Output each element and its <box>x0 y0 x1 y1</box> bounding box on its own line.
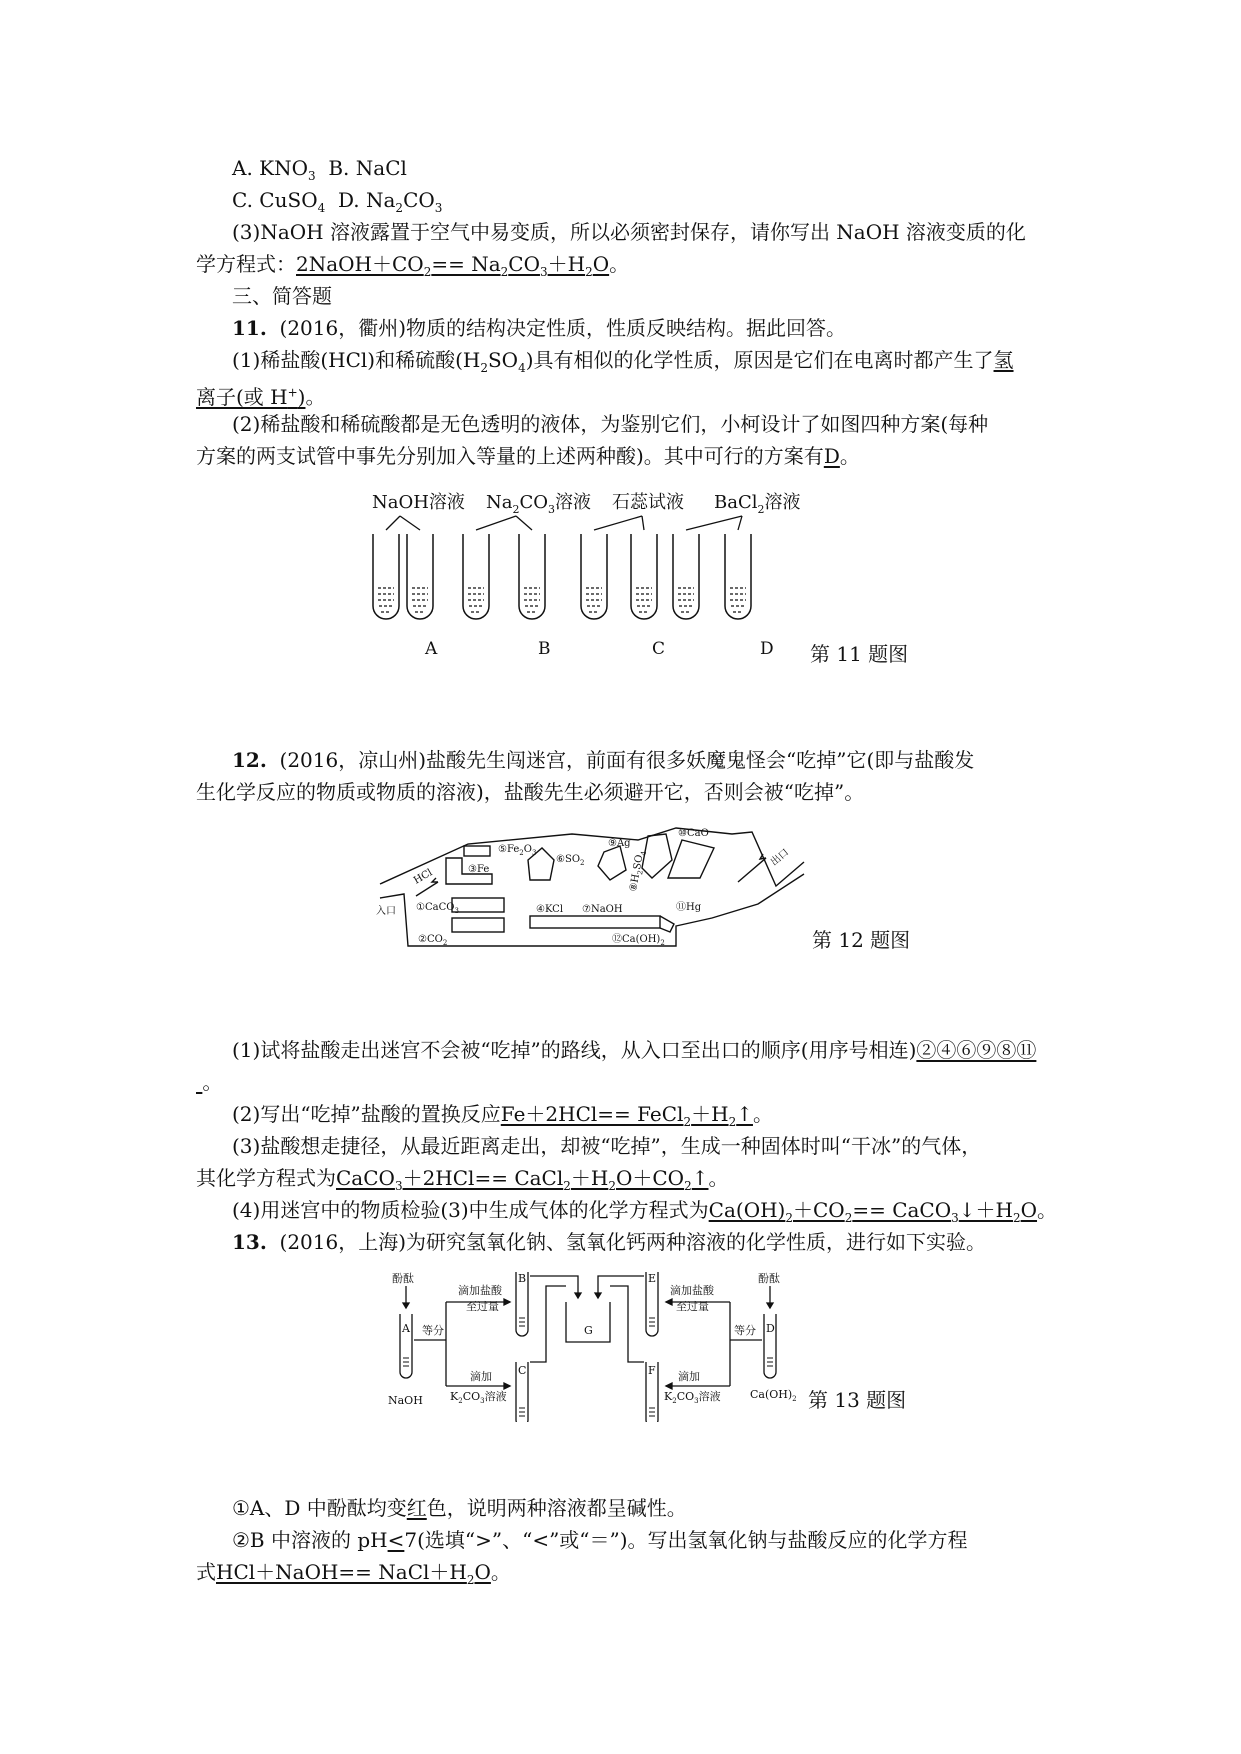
wall-block <box>464 846 490 856</box>
phenol-right-label: 酚酞 <box>758 1272 780 1285</box>
tube-e-label: E <box>648 1272 657 1285</box>
tube-d-label: D <box>766 1322 775 1335</box>
option-line-cd: C. CuSO$_4$ D. $Na_2CO_3$ <box>232 188 443 215</box>
add-hcl-left: 滴加盐酸 <box>458 1284 502 1297</box>
q12-stem-line1: 12. (2016，凉山州)盐酸先生闯迷宫，前面有很多妖魔鬼怪会“吃掉”它(即与盐酸发 <box>232 748 975 772</box>
scheme-label-a: A <box>425 639 438 659</box>
add-hcl-right: 滴加盐酸 <box>670 1284 714 1297</box>
reagent-bacl2: BaCl$_2$溶液 <box>714 492 801 516</box>
wall-block <box>660 916 674 932</box>
q11-caption: 第 11 题图 <box>810 642 909 666</box>
q12-part3-line1: (3)盐酸想走捷径，从最近距离走出，却被“吃掉”，生成一种固体时叫“干冰”的气体， <box>232 1134 982 1158</box>
fe2o3-label: $⑤Fe_2O_3$ <box>498 844 537 857</box>
q11-part2-line1: (2)稀盐酸和稀硫酸都是无色透明的液体，为鉴别它们，小柯设计了如图四种方案(每种 <box>232 412 989 436</box>
q12-part2: (2)写出“吃掉”盐酸的置换反应$Fe+2HCl== FeCl_2+H_2↑$。 <box>232 1102 773 1129</box>
cao-label: ⑩CaO <box>678 828 709 839</box>
q12-part1-line1: (1)试将盐酸走出迷宫不会被“吃掉”的路线，从入口至出口的顺序(用序号相连)②④⑥⑨⑧⑪ <box>232 1038 1037 1062</box>
q10-part3-line2: 学方程式：$2NaOH+CO_2== Na_2CO_3+H_2O$。 <box>196 252 630 279</box>
q13-figure <box>374 1262 814 1422</box>
q13-part2-line1: ②B 中溶液的 pH<7(选填“>”、“<”或“＝”)。写出氢氧化钠与盐酸反应的化学方程 <box>232 1528 968 1552</box>
q13-caption: 第 13 题图 <box>808 1388 907 1412</box>
reagent-naoh: NaOH溶液 <box>372 492 465 513</box>
q12-part3-line2: 其化学方程式为CaCO$_3$＋2HCl== $CaCl_2+H_2O+CO_2↑$。 <box>196 1166 729 1193</box>
wall-block <box>598 846 626 880</box>
k2co3-right: $K_2CO_3$溶液 <box>664 1390 721 1405</box>
caoh2-label: $Ca(OH)_2$ <box>750 1388 797 1403</box>
split-right: 等分 <box>734 1324 756 1337</box>
q12-caption: 第 12 题图 <box>812 928 911 952</box>
q11-figure <box>370 484 840 668</box>
section-heading: 三、简答题 <box>232 284 332 308</box>
wall-block <box>452 898 504 912</box>
q11-stem: 11. (2016，衢州)物质的结构决定性质，性质反映结构。据此回答。 <box>232 316 847 340</box>
kcl-label: ④KCl <box>536 904 564 915</box>
wall-block <box>452 918 504 932</box>
wall-block <box>530 916 660 928</box>
maze-outer-wall <box>380 828 804 886</box>
phenol-left-label: 酚酞 <box>392 1272 414 1285</box>
split-left: 等分 <box>422 1324 444 1337</box>
ag-label: ⑨Ag <box>608 838 631 849</box>
excess-left: 至过量 <box>466 1300 499 1313</box>
fe-label: ③Fe <box>468 864 490 875</box>
tube-b-label: B <box>518 1272 527 1285</box>
q10-part3-line1: (3)NaOH 溶液露置于空气中易变质，所以必须密封保存，请你写出 NaOH 溶液变质的化 <box>232 220 1026 244</box>
q12-maze-figure <box>376 822 816 958</box>
scheme-label-c: C <box>652 639 666 659</box>
wall-block <box>668 840 714 878</box>
beaker-g-label: G <box>584 1324 593 1337</box>
excess-right: 至过量 <box>676 1300 709 1313</box>
tube-c-label: C <box>518 1364 527 1377</box>
naoh-label: NaOH <box>388 1394 423 1407</box>
q11-part2-line2: 方案的两支试管中事先分别加入等量的上述两种酸)。其中可行的方案有D。 <box>196 444 860 468</box>
co2-label: $②CO_2$ <box>418 934 448 947</box>
tube-a-label: A <box>402 1322 410 1335</box>
add-right: 滴加 <box>678 1370 700 1383</box>
caco3-label: ①CaCO$_3$ <box>416 902 459 915</box>
q10-part3-answer: $2NaOH+CO_2== Na_2CO_3+H_2O$ <box>296 252 610 279</box>
exit-label: 出口 <box>768 847 792 869</box>
scheme-label-d: D <box>760 639 774 659</box>
q13-stem: 13. (2016，上海)为研究氢氧化钠、氢氧化钙两种溶液的化学性质，进行如下实验。 <box>232 1230 987 1254</box>
h2so4-label: $⑧H_2SO_4$ <box>628 850 649 893</box>
q12-part4: (4)用迷宫中的物质检验(3)中生成气体的化学方程式为$Ca(OH)_2+CO_2==$ $CaCO_3↓+H_2O$。 <box>232 1198 1058 1225</box>
naoh-label: ⑦NaOH <box>582 904 623 915</box>
entrance-label: 入口 <box>376 906 396 917</box>
reagent-litmus: 石蕊试液 <box>612 492 684 513</box>
hcl-label: HCl <box>412 867 435 887</box>
caoh2-label: $⑫Ca(OH)_2$ <box>612 934 665 947</box>
so2-label: $⑥SO_2$ <box>556 854 585 867</box>
reagent-na2co3: $Na_2CO_3$溶液 <box>486 492 592 516</box>
q13-part1: ①A、D 中酚酞均变红色，说明两种溶液都呈碱性。 <box>232 1496 687 1520</box>
exit-arrow <box>738 858 766 882</box>
q13-part2-line2: 式HCl＋NaOH== $NaCl+H_2O$。 <box>196 1560 511 1587</box>
k2co3-left: $K_2CO_3$溶液 <box>450 1390 507 1405</box>
hg-label: ⑪Hg <box>676 902 702 913</box>
option-line-ab: A. $KNO_3$ B. NaCl <box>232 156 407 183</box>
scheme-label-b: B <box>538 639 551 659</box>
q11-part1-line2: 离子(或 H+)。 <box>196 384 326 409</box>
q12-stem-line2: 生化学反应的物质或物质的溶液)，盐酸先生必须避开它，否则会被“吃掉”。 <box>196 780 865 804</box>
add-left: 滴加 <box>470 1370 492 1383</box>
q11-part1-line1: (1)稀盐酸(HCl)和稀硫酸$(H_2SO_4)$具有相似的化学性质，原因是它们在电离时都产生了氢 <box>232 348 1014 375</box>
tube-f-label: F <box>648 1364 656 1377</box>
q12-part1-line2: 。 <box>202 1070 223 1094</box>
